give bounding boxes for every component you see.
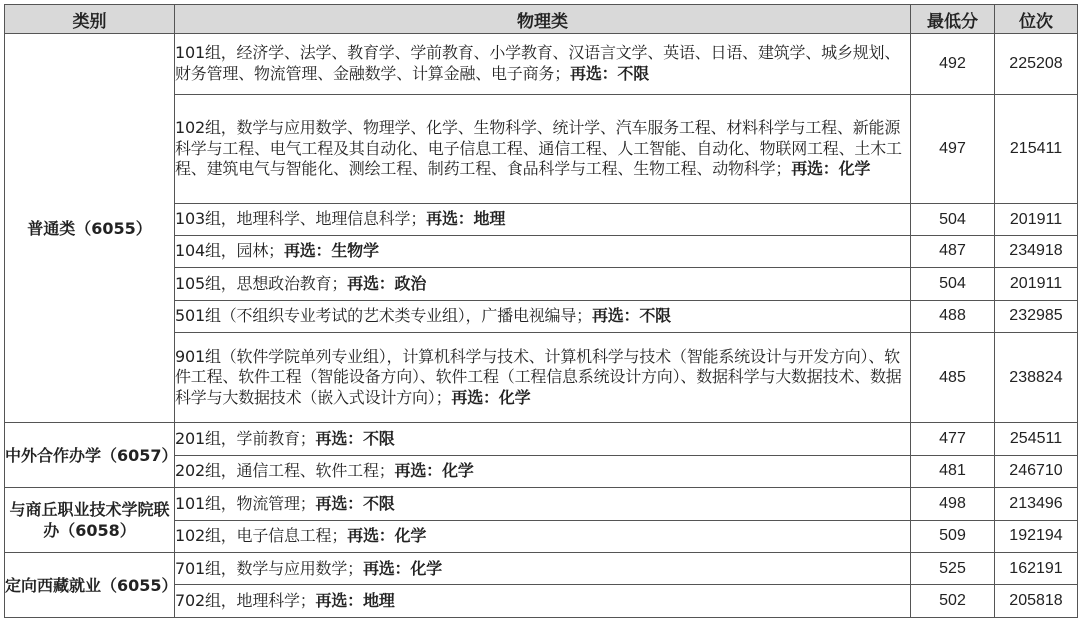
- min-score-cell: 487: [911, 235, 995, 267]
- rank-cell: 232985: [995, 300, 1078, 332]
- majors-cell: [175, 520, 911, 552]
- min-score-cell: 498: [911, 488, 995, 520]
- rank-cell: 246710: [995, 455, 1078, 487]
- elective-requirement: 再选：地理: [426, 209, 506, 229]
- majors-cell: [175, 455, 911, 487]
- majors-cell: [175, 585, 911, 618]
- rank-cell: 162191: [995, 553, 1078, 585]
- elective-requirement: 再选：化学: [362, 558, 442, 578]
- majors-cell: [175, 488, 911, 520]
- elective-requirement: 再选：不限: [591, 306, 671, 326]
- majors-cell: [175, 268, 911, 300]
- major-list-text: 102组，电子信息工程；: [175, 526, 348, 546]
- header-min-score: 最低分: [911, 5, 995, 34]
- major-list-text: 101组，物流管理；: [175, 493, 316, 513]
- min-score-cell: 525: [911, 553, 995, 585]
- min-score-cell: 502: [911, 585, 995, 618]
- elective-requirement: 再选：政治: [347, 273, 427, 293]
- rank-cell: 234918: [995, 235, 1078, 267]
- majors-cell: [175, 333, 911, 423]
- major-list-text: 104组，园林；: [175, 241, 284, 261]
- rank-cell: 254511: [995, 423, 1078, 455]
- min-score-cell: 497: [911, 94, 995, 204]
- rank-cell: 238824: [995, 333, 1078, 423]
- table-row: [5, 488, 1078, 520]
- majors-cell: [175, 94, 911, 204]
- major-list-text: 701组，数学与应用数学；: [175, 558, 363, 578]
- major-list-text: 202组，通信工程、软件工程；: [175, 461, 395, 481]
- majors-cell: [175, 34, 911, 95]
- header-row: [5, 5, 1078, 34]
- table-row: [5, 34, 1078, 95]
- elective-requirement: 再选：化学: [451, 387, 531, 407]
- min-score-cell: 492: [911, 34, 995, 95]
- header-rank: 位次: [995, 5, 1078, 34]
- min-score-cell: 481: [911, 455, 995, 487]
- category-cell: 普通类（6055）: [5, 34, 175, 423]
- table-row: [5, 423, 1078, 455]
- major-list-text: 501组（不组织专业考试的艺术类专业组），广播电视编导；: [175, 306, 592, 326]
- elective-requirement: 再选：化学: [791, 159, 871, 179]
- category-cell: 与商丘职业技术学院联办（6058）: [5, 488, 175, 553]
- min-score-cell: 488: [911, 300, 995, 332]
- header-physics-track: 物理类: [175, 5, 911, 34]
- majors-cell: [175, 553, 911, 585]
- elective-requirement: 再选：化学: [394, 461, 474, 481]
- rank-cell: 201911: [995, 268, 1078, 300]
- admission-score-table: [4, 4, 1078, 618]
- majors-cell: [175, 235, 911, 267]
- min-score-cell: 477: [911, 423, 995, 455]
- major-list-text: 201组，学前教育；: [175, 428, 316, 448]
- elective-requirement: 再选：化学: [347, 526, 427, 546]
- major-list-text: 702组，地理科学；: [175, 590, 316, 610]
- table-row: [5, 553, 1078, 585]
- major-list-text: 103组，地理科学、地理信息科学；: [175, 209, 427, 229]
- rank-cell: 201911: [995, 204, 1078, 235]
- category-cell: 中外合作办学（6057）: [5, 423, 175, 488]
- major-list-text: 105组，思想政治教育；: [175, 273, 348, 293]
- min-score-cell: 509: [911, 520, 995, 552]
- major-list-text: 102组，数学与应用数学、物理学、化学、生物科学、统计学、汽车服务工程、材料科学与工程、新能源科学与工程、电气工程及其自动化、电子信息工程、通信工程、人工智能、自动化、物联网工程、土木工程、建筑电气与智能化、测绘工程、制药工程、食品科学与工程、生物工程、动物科学；: [175, 118, 902, 179]
- elective-requirement: 再选：不限: [570, 63, 650, 83]
- min-score-cell: 504: [911, 204, 995, 235]
- rank-cell: 205818: [995, 585, 1078, 618]
- rank-cell: 215411: [995, 94, 1078, 204]
- major-list-text: 101组，经济学、法学、教育学、学前教育、小学教育、汉语言文学、英语、日语、建筑学、城乡规划、财务管理、物流管理、金融数学、计算金融、电子商务；: [175, 43, 901, 83]
- majors-cell: [175, 204, 911, 235]
- elective-requirement: 再选：不限: [315, 428, 395, 448]
- major-list-text: 901组（软件学院单列专业组），计算机科学与技术、计算机科学与技术（智能系统设计与开发方向）、软件工程、软件工程（智能设备方向）、软件工程（工程信息系统设计方向）、数据科学与大数据技术、数据科学与大数据技术（嵌入式设计方向）；: [175, 346, 902, 407]
- elective-requirement: 再选：生物学: [283, 241, 379, 261]
- rank-cell: 225208: [995, 34, 1078, 95]
- elective-requirement: 再选：地理: [315, 590, 395, 610]
- majors-cell: [175, 300, 911, 332]
- header-category: 类别: [5, 5, 175, 34]
- category-cell: 定向西藏就业（6055）: [5, 553, 175, 618]
- majors-cell: [175, 423, 911, 455]
- elective-requirement: 再选：不限: [315, 493, 395, 513]
- rank-cell: 213496: [995, 488, 1078, 520]
- rank-cell: 192194: [995, 520, 1078, 552]
- min-score-cell: 504: [911, 268, 995, 300]
- min-score-cell: 485: [911, 333, 995, 423]
